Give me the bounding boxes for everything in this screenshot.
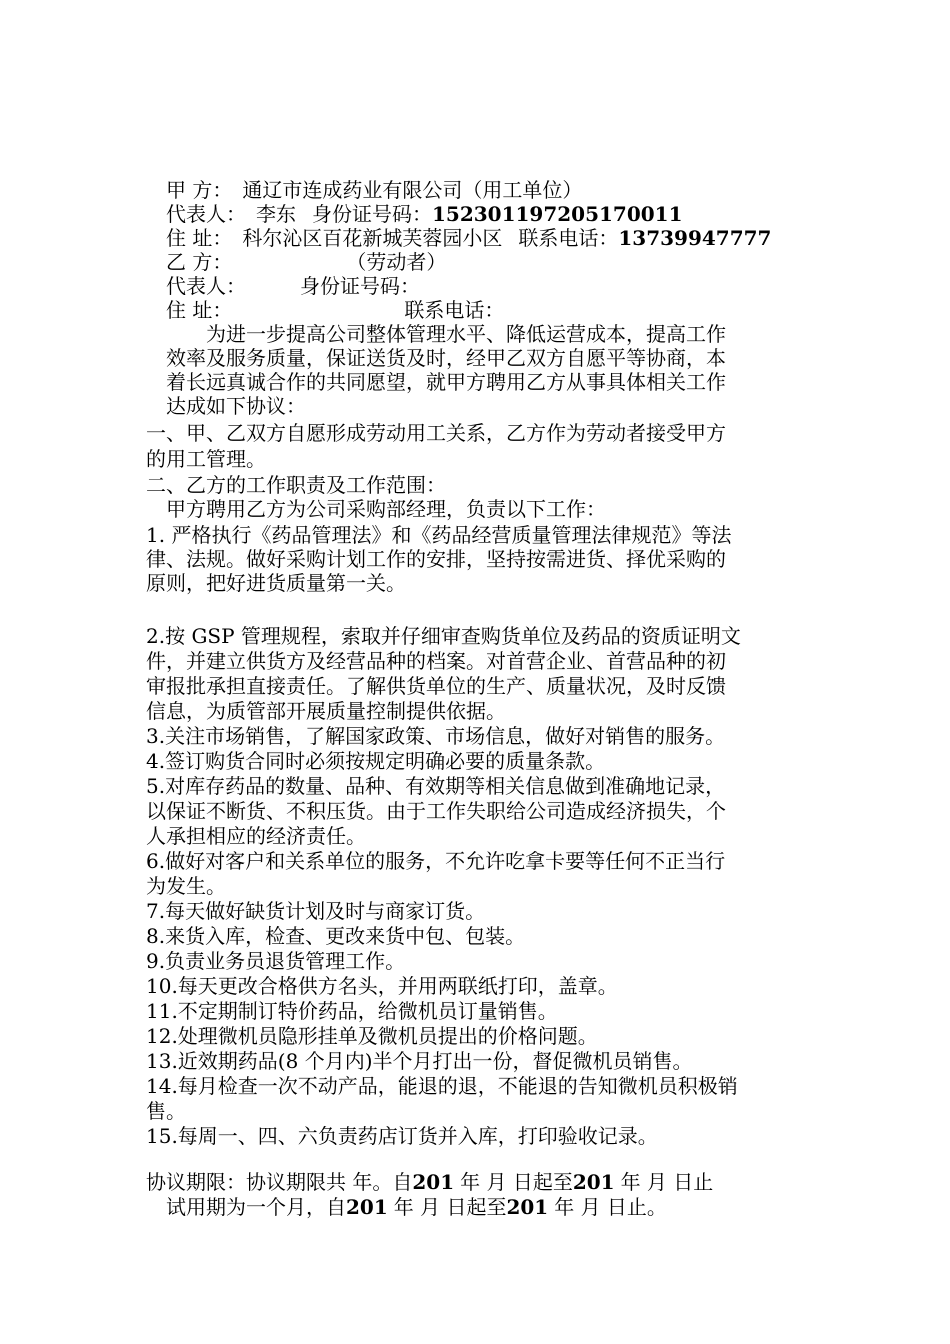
party-b-phone-label: 联系电话： bbox=[404, 298, 505, 322]
intro-line: 效率及服务质量，保证送货及时，经甲乙双方自愿平等协商，本 bbox=[166, 346, 726, 370]
term-text: 协议期限：协议期限共 年。自 bbox=[146, 1170, 413, 1194]
duty-line: 原则，把好进货质量第一关。 bbox=[146, 571, 406, 595]
party-b-label: 乙 方： bbox=[166, 250, 233, 274]
party-a-addr: 科尔沁区百花新城芙蓉园小区 bbox=[242, 226, 503, 250]
duty-line: 审报批承担直接责任。了解供货单位的生产、质量状况，及时反馈 bbox=[146, 674, 726, 698]
party-a-rep-line bbox=[166, 202, 683, 226]
probation-text: 年 月 日起至 bbox=[393, 1195, 507, 1219]
party-b-id-label: 身份证号码： bbox=[300, 274, 420, 298]
duty-line: 9.负责业务员退货管理工作。 bbox=[146, 949, 406, 973]
duty-line: 律、法规。做好采购计划工作的安排，坚持按需进货、择优采购的 bbox=[146, 547, 726, 571]
party-a-addr-label: 住 址： bbox=[166, 226, 233, 250]
duty-line: 13.近效期药品(8 个月内)半个月打出一份，督促微机员销售。 bbox=[146, 1049, 693, 1073]
duty-line: 售。 bbox=[146, 1099, 186, 1123]
duty-line: 信息，为质管部开展质量控制提供依据。 bbox=[146, 699, 506, 723]
party-b-rep-line bbox=[166, 274, 420, 298]
duty-line: 件，并建立供货方及经营品种的档案。对首营企业、首营品种的初 bbox=[146, 649, 726, 673]
probation-text: 试用期为一个月，自 bbox=[166, 1195, 346, 1219]
duty-line: 2.按 GSP 管理规程，索取并仔细审查购货单位及药品的资质证明文 bbox=[146, 624, 741, 648]
party-b-addr-label: 住 址： bbox=[166, 298, 233, 322]
duty-line: 7.每天做好缺货计划及时与商家订货。 bbox=[146, 899, 486, 923]
party-b-addr-line bbox=[166, 298, 504, 322]
duty-line: 4.签订购货合同时必须按规定明确必要的质量条款。 bbox=[146, 749, 606, 773]
duty-line: 11.不定期制订特价药品，给微机员订量销售。 bbox=[146, 999, 558, 1023]
party-a-id-label: 身份证号码： bbox=[312, 202, 432, 226]
duty-line: 人承担相应的经济责任。 bbox=[146, 824, 366, 848]
intro-line: 为进一步提高公司整体管理水平、降低运营成本，提高工作 bbox=[206, 322, 726, 346]
duty-line: 15.每周一、四、六负责药店订货并入库，打印验收记录。 bbox=[146, 1124, 658, 1148]
term-line bbox=[146, 1170, 713, 1194]
party-a-line bbox=[166, 178, 582, 202]
clause-2-title: 二、乙方的工作职责及工作范围： bbox=[146, 473, 446, 497]
party-b-line bbox=[166, 250, 446, 274]
party-a-rep-label: 代表人： bbox=[166, 202, 246, 226]
term-year: 201 bbox=[412, 1170, 455, 1194]
duty-line: 10.每天更改合格供方名头，并用两联纸打印，盖章。 bbox=[146, 974, 618, 998]
term-text: 年 月 日止 bbox=[620, 1170, 714, 1194]
party-a-addr-line bbox=[166, 226, 771, 250]
clause-1-line: 的用工管理。 bbox=[146, 447, 266, 471]
probation-line bbox=[166, 1195, 667, 1219]
duty-line: 8.来货入库，检查、更改来货中包、包装。 bbox=[146, 924, 526, 948]
duty-line: 5.对库存药品的数量、品种、有效期等相关信息做到准确地记录， bbox=[146, 774, 726, 798]
duty-line: 3.关注市场销售，了解国家政策、市场信息，做好对销售的服务。 bbox=[146, 724, 726, 748]
probation-text: 年 月 日止。 bbox=[554, 1195, 667, 1219]
duty-line: 6.做好对客户和关系单位的服务，不允许吃拿卡要等任何不正当行 bbox=[146, 849, 726, 873]
party-b-role: （劳动者） bbox=[356, 250, 447, 274]
duty-line: 1. 严格执行《药品管理法》和《药品经营质量管理法律规范》等法 bbox=[146, 523, 732, 547]
duty-line: 14.每月检查一次不动产品，能退的退，不能退的告知微机员积极销 bbox=[146, 1074, 738, 1098]
duty-line: 12.处理微机员隐形挂单及微机员提出的价格问题。 bbox=[146, 1024, 598, 1048]
duty-line: 以保证不断货、不积压货。由于工作失职给公司造成经济损失，个 bbox=[146, 799, 726, 823]
party-a-name: 通辽市连成药业有限公司（用工单位） bbox=[242, 178, 583, 202]
probation-year: 201 bbox=[506, 1195, 549, 1219]
party-a-phone: 13739947777 bbox=[618, 226, 772, 250]
duty-line: 为发生。 bbox=[146, 874, 226, 898]
party-a-rep-name: 李东 bbox=[256, 202, 296, 226]
intro-line: 达成如下协议： bbox=[166, 394, 306, 418]
clause-2-intro: 甲方聘用乙方为公司采购部经理，负责以下工作： bbox=[166, 497, 606, 521]
probation-year: 201 bbox=[346, 1195, 388, 1219]
term-year: 201 bbox=[572, 1170, 615, 1194]
party-b-rep-label: 代表人： bbox=[166, 274, 246, 298]
party-a-phone-label: 联系电话： bbox=[518, 226, 619, 250]
party-a-id-number: 152301197205170011 bbox=[432, 202, 683, 226]
clause-1-line: 一、甲、乙双方自愿形成劳动用工关系，乙方作为劳动者接受甲方 bbox=[146, 421, 726, 445]
intro-line: 着长远真诚合作的共同愿望，就甲方聘用乙方从事具体相关工作 bbox=[166, 370, 726, 394]
party-a-label: 甲 方： bbox=[166, 178, 233, 202]
term-text: 年 月 日起至 bbox=[460, 1170, 573, 1194]
